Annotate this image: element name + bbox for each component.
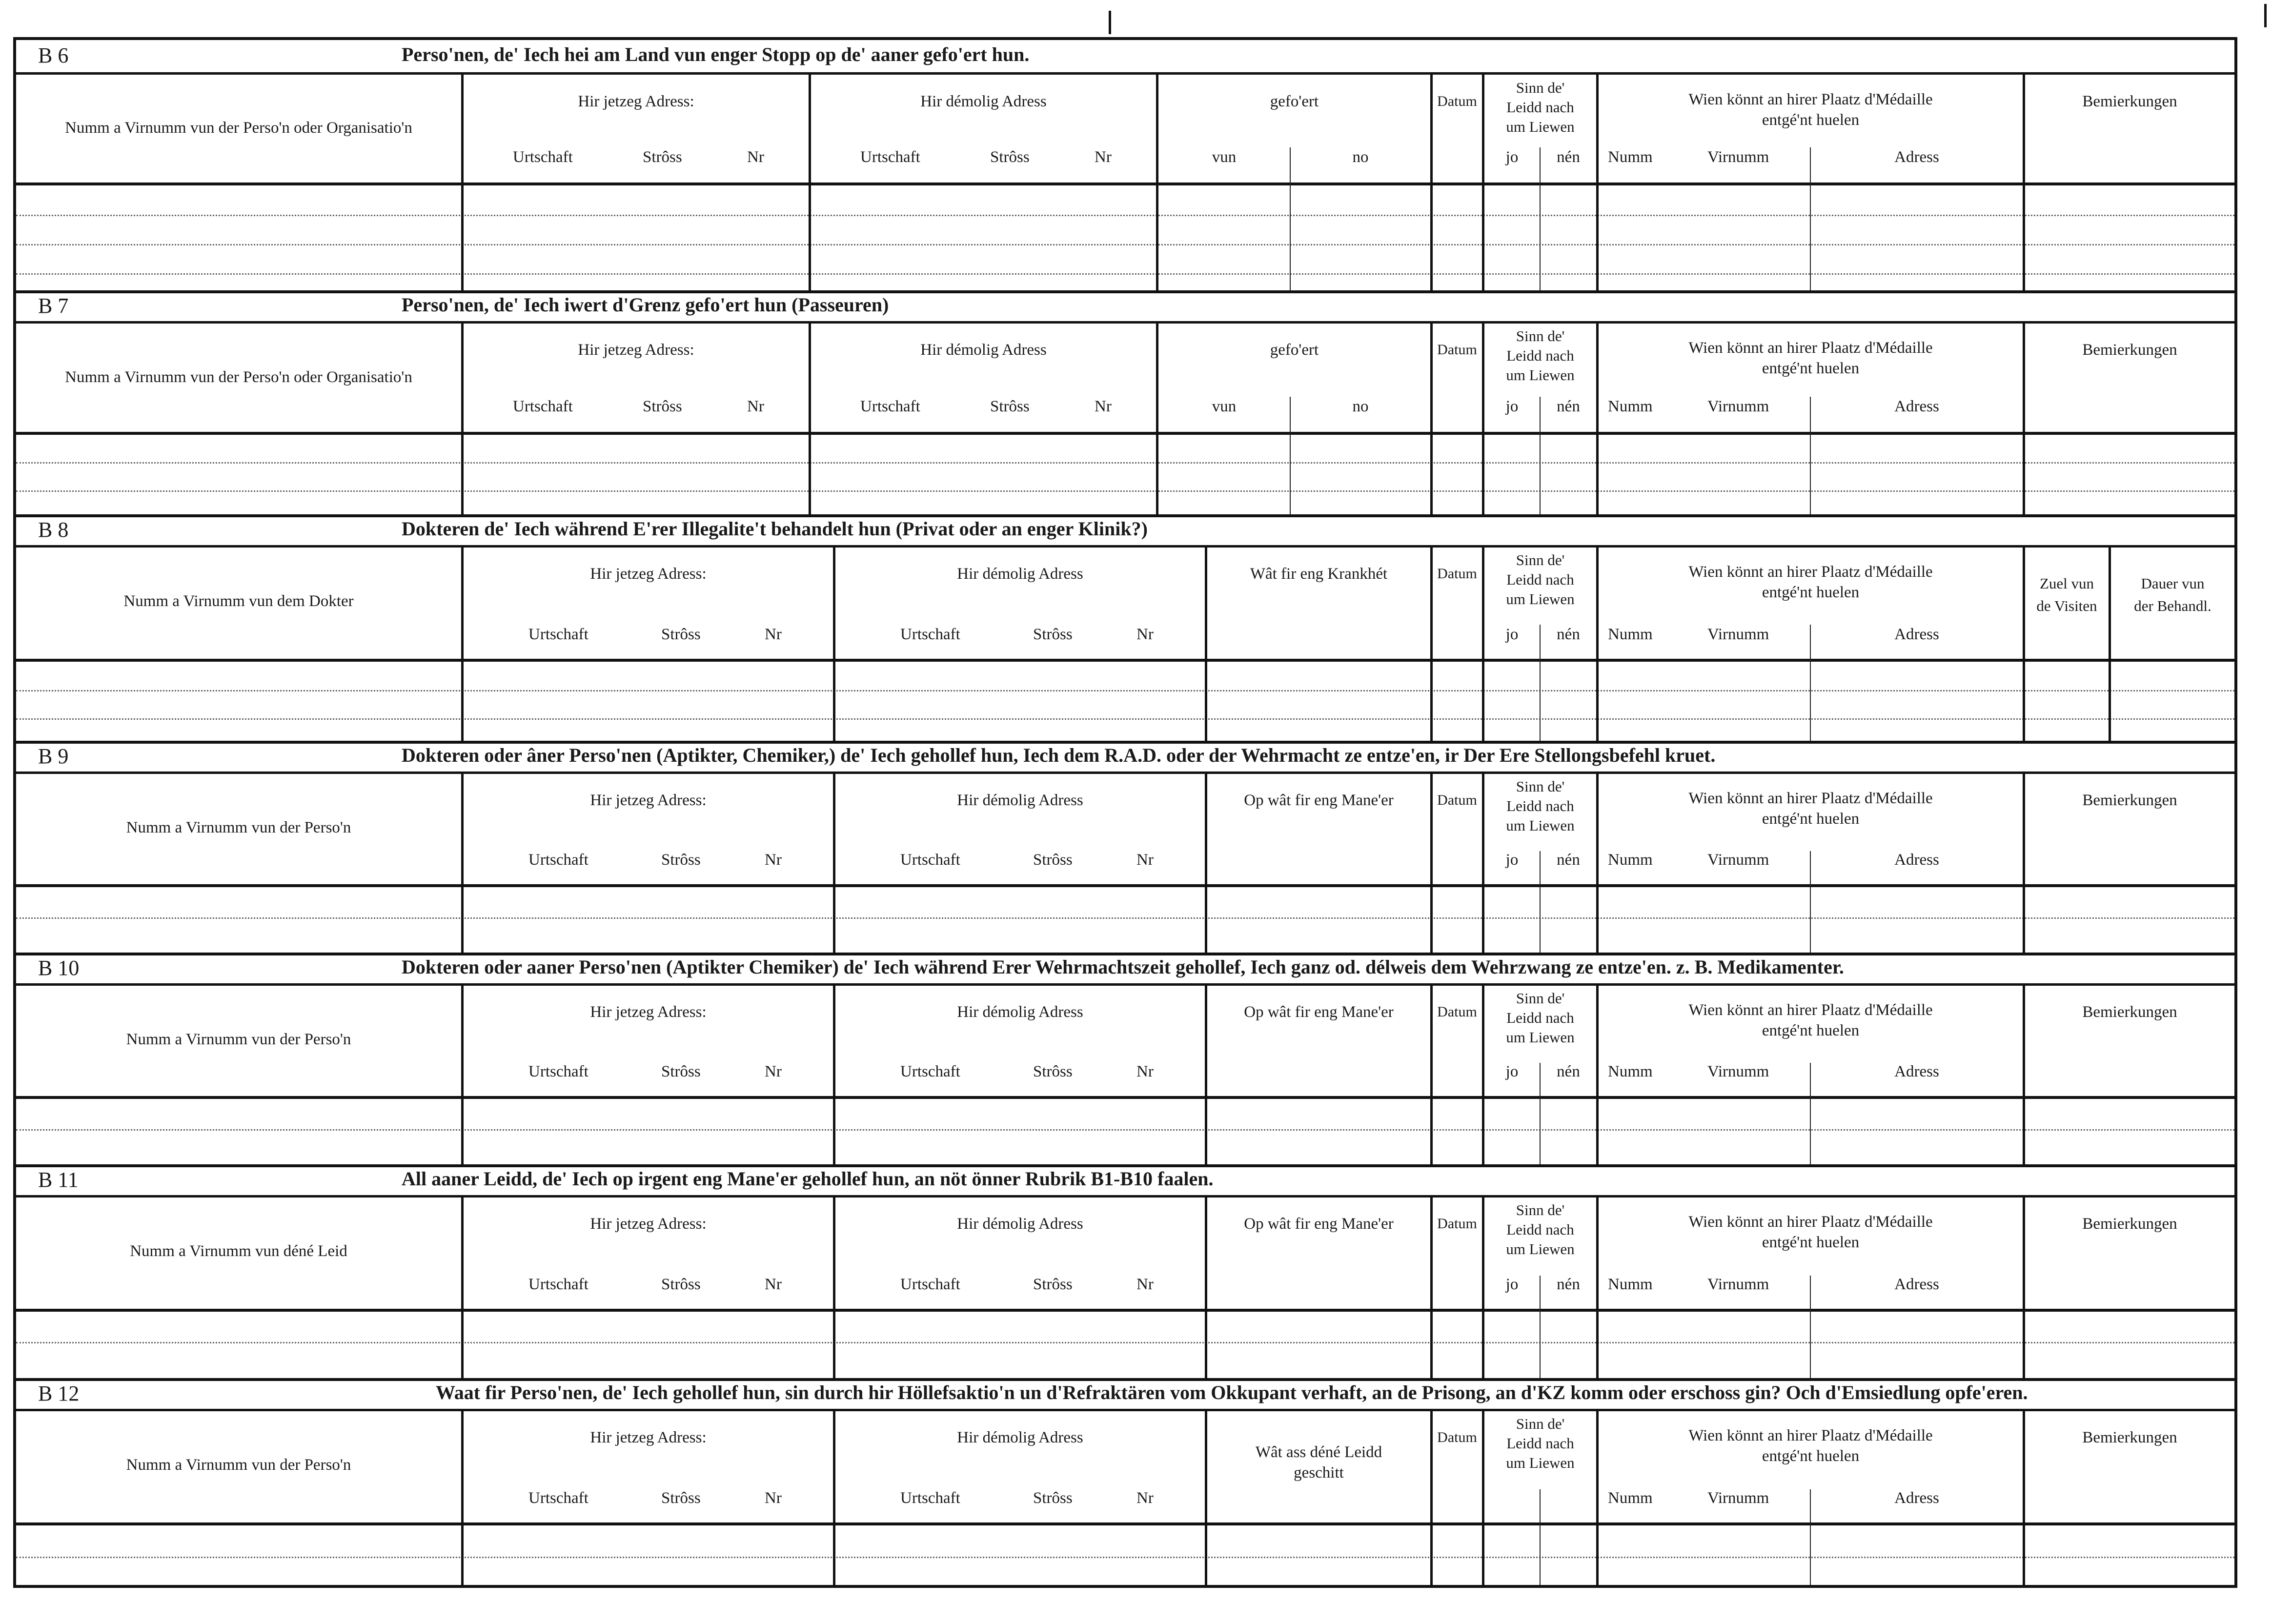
entry-line[interactable]	[16, 1129, 2234, 1131]
urtschaft-label: Urtschaft	[900, 1276, 960, 1293]
urtschaft-label: Urtschaft	[528, 1063, 588, 1080]
current-address-header: Hir jetzeg Adress:	[590, 1429, 707, 1446]
urtschaft-label: Urtschaft	[900, 1063, 960, 1080]
entry-line[interactable]	[16, 1557, 2234, 1558]
section-b10	[16, 953, 2234, 1164]
yes-label: jo	[1505, 148, 1519, 166]
col-divider-thin	[1540, 147, 1541, 290]
col-divider-thin	[1540, 1489, 1541, 1585]
no-label: nén	[1557, 148, 1580, 166]
nr-label: Nr	[1136, 1489, 1154, 1507]
urtschaft-label: Urtschaft	[528, 1276, 588, 1293]
risk-header-line3: um Liewen	[1506, 1240, 1575, 1258]
page-mark-right	[2264, 4, 2267, 27]
name-header: Numm a Virnumm vun der Perso'n oder Organisatio'n	[65, 368, 412, 386]
surname-label: Numm	[1608, 398, 1653, 415]
nr-label: Nr	[765, 626, 782, 643]
no-label: nén	[1557, 1063, 1580, 1080]
address-label: Adress	[1894, 1489, 1939, 1507]
to-label: no	[1352, 148, 1369, 166]
nr-label: Nr	[765, 1489, 782, 1507]
illness-header: Wât fir eng Krankhét	[1250, 565, 1388, 583]
manner-header: Op wât fir eng Mane'er	[1244, 792, 1394, 809]
yes-label: jo	[1505, 851, 1519, 869]
medal-header-line2: entgé'nt huelen	[1762, 360, 1860, 377]
remarks-header: Bemierkungen	[2082, 1003, 2177, 1021]
risk-header-line2: Leidd nach	[1506, 1009, 1574, 1026]
current-address-header: Hir jetzeg Adress:	[590, 565, 707, 583]
surname-label: Numm	[1608, 1489, 1653, 1507]
entry-line[interactable]	[16, 215, 2234, 216]
stross-label: Strôss	[990, 398, 1030, 415]
stross-label: Strôss	[643, 148, 682, 166]
urtschaft-label: Urtschaft	[860, 148, 920, 166]
section-number: B 6	[38, 43, 69, 67]
name-header: Numm a Virnumm vun der Perso'n	[126, 1456, 351, 1474]
risk-header-line3: um Liewen	[1506, 1029, 1575, 1046]
risk-header-line3: um Liewen	[1506, 590, 1575, 608]
section-title: Perso'nen, de' Iech hei am Land vun enger Stopp op de' aaner gefo'ert hun.	[402, 43, 1030, 65]
former-address-header: Hir démolig Adress	[957, 792, 1083, 809]
medal-header-line1: Wien könnt an hirer Plaatz d'Médaille	[1688, 339, 1933, 357]
medal-header-line2: entgé'nt huelen	[1762, 1447, 1860, 1465]
firstname-label: Virnumm	[1707, 148, 1769, 166]
risk-header-line1: Sinn de'	[1516, 990, 1565, 1007]
yes-label: jo	[1505, 626, 1519, 643]
no-label: nén	[1557, 851, 1580, 869]
entry-line[interactable]	[16, 1342, 2234, 1343]
urtschaft-label: Urtschaft	[528, 626, 588, 643]
risk-header-line2: Leidd nach	[1506, 1435, 1574, 1452]
firstname-label: Virnumm	[1707, 398, 1769, 415]
section-title: Waat fir Perso'nen, de' Iech gehollef hun, sin durch hir Höllefsaktio'n un d'Refraktären vom Okkupant verhaft, an de Prisong, an d'KZ komm oder erschoss gin? Och d'Emsiedlung opfe'eren.	[436, 1381, 2028, 1403]
section-b11	[16, 1164, 2234, 1378]
rule	[16, 321, 2234, 324]
fate-header-line1: Wât ass déné Leidd	[1255, 1443, 1382, 1461]
section-number: B 10	[38, 956, 80, 980]
section-header	[16, 741, 2234, 771]
rule	[16, 1522, 2234, 1525]
nr-label: Nr	[765, 851, 782, 869]
former-address-header: Hir démolig Adress	[920, 93, 1047, 110]
nr-label: Nr	[747, 398, 764, 415]
yes-label: jo	[1505, 1063, 1519, 1080]
firstname-label: Virnumm	[1707, 626, 1769, 643]
former-address-header: Hir démolig Adress	[957, 1215, 1083, 1233]
date-header: Datum	[1437, 566, 1477, 582]
remarks-header: Bemierkungen	[2082, 93, 2177, 110]
risk-header-line1: Sinn de'	[1516, 327, 1565, 345]
address-label: Adress	[1894, 398, 1939, 415]
stross-label: Strôss	[1033, 1489, 1073, 1507]
entry-line[interactable]	[16, 718, 2234, 720]
stross-label: Strôss	[1033, 1063, 1073, 1080]
firstname-label: Virnumm	[1707, 851, 1769, 869]
date-header: Datum	[1437, 342, 1477, 358]
former-address-header: Hir démolig Adress	[957, 1429, 1083, 1446]
firstname-label: Virnumm	[1707, 1276, 1769, 1293]
yes-label: jo	[1505, 398, 1519, 415]
section-b12	[16, 1378, 2234, 1585]
entry-line[interactable]	[16, 917, 2234, 919]
stross-label: Strôss	[1033, 626, 1073, 643]
nr-label: Nr	[765, 1063, 782, 1080]
section-number: B 12	[38, 1381, 80, 1405]
rule	[16, 1096, 2234, 1099]
current-address-header: Hir jetzeg Adress:	[590, 1215, 707, 1233]
firstname-label: Virnumm	[1707, 1063, 1769, 1080]
visits-header-line1: Zuel vun	[2039, 575, 2094, 592]
stross-label: Strôss	[990, 148, 1030, 166]
risk-header-line2: Leidd nach	[1506, 347, 1574, 364]
stross-label: Strôss	[643, 398, 682, 415]
from-label: vun	[1212, 148, 1237, 166]
rule	[16, 183, 2234, 185]
risk-header-line2: Leidd nach	[1506, 99, 1574, 116]
date-header: Datum	[1437, 792, 1477, 808]
former-address-header: Hir démolig Adress	[957, 565, 1083, 583]
duration-header-line2: der Behandl.	[2134, 597, 2211, 614]
urtschaft-label: Urtschaft	[900, 851, 960, 869]
urtschaft-label: Urtschaft	[528, 1489, 588, 1507]
surname-label: Numm	[1608, 1063, 1653, 1080]
section-header	[16, 40, 2234, 71]
stross-label: Strôss	[661, 851, 701, 869]
entry-line[interactable]	[16, 273, 2234, 275]
stross-label: Strôss	[661, 1276, 701, 1293]
section-title: Dokteren de' Iech während E'rer Illegalite't behandelt hun (Privat oder an enger Klinik?)	[402, 518, 1148, 540]
urtschaft-label: Urtschaft	[513, 148, 573, 166]
former-address-header: Hir démolig Adress	[957, 1003, 1083, 1021]
rule	[16, 432, 2234, 435]
current-address-header: Hir jetzeg Adress:	[590, 1003, 707, 1021]
nr-label: Nr	[1136, 851, 1154, 869]
entry-line[interactable]	[16, 490, 2234, 492]
urtschaft-label: Urtschaft	[528, 851, 588, 869]
nr-label: Nr	[747, 148, 764, 166]
medal-header-line1: Wien könnt an hirer Plaatz d'Médaille	[1688, 790, 1933, 807]
address-label: Adress	[1894, 851, 1939, 869]
section-header	[16, 1164, 2234, 1195]
medal-header-line1: Wien könnt an hirer Plaatz d'Médaille	[1688, 1001, 1933, 1019]
section-number: B 9	[38, 744, 69, 768]
risk-header-line2: Leidd nach	[1506, 571, 1574, 588]
nr-label: Nr	[1136, 1063, 1154, 1080]
current-address-header: Hir jetzeg Adress:	[578, 93, 694, 110]
name-header: Numm a Virnumm vun déné Leid	[130, 1242, 347, 1260]
stross-label: Strôss	[661, 1489, 701, 1507]
stross-label: Strôss	[1033, 1276, 1073, 1293]
rule	[16, 659, 2234, 662]
stross-label: Strôss	[661, 626, 701, 643]
rule	[16, 1309, 2234, 1312]
section-header	[16, 514, 2234, 545]
risk-header-line1: Sinn de'	[1516, 79, 1565, 96]
rule	[16, 72, 2234, 75]
surname-label: Numm	[1608, 148, 1653, 166]
surname-label: Numm	[1608, 1276, 1653, 1293]
urtschaft-label: Urtschaft	[900, 1489, 960, 1507]
rule	[16, 545, 2234, 548]
date-header: Datum	[1437, 1429, 1477, 1445]
section-title: Dokteren oder âner Perso'nen (Aptikter, Chemiker,) de' Iech gehollef hun, Iech dem R.A.D. oder der Wehrmacht ze entze'en, ir Der Ere Stellongsbefehl kruet.	[402, 744, 1716, 766]
current-address-header: Hir jetzeg Adress:	[590, 792, 707, 809]
section-b6	[16, 40, 2234, 290]
nr-label: Nr	[765, 1276, 782, 1293]
remarks-header: Bemierkungen	[2082, 1429, 2177, 1446]
stross-label: Strôss	[661, 1063, 701, 1080]
risk-header-line1: Sinn de'	[1516, 778, 1565, 795]
medal-header-line2: entgé'nt huelen	[1762, 584, 1860, 601]
nr-label: Nr	[1136, 1276, 1154, 1293]
surname-label: Numm	[1608, 626, 1653, 643]
rule	[16, 771, 2234, 774]
section-number: B 7	[38, 294, 69, 318]
section-b9	[16, 741, 2234, 953]
medal-header-line2: entgé'nt huelen	[1762, 1022, 1860, 1039]
risk-header-line3: um Liewen	[1506, 118, 1575, 135]
stross-label: Strôss	[1033, 851, 1073, 869]
duration-header-line1: Dauer vun	[2141, 575, 2205, 592]
section-header	[16, 953, 2234, 983]
section-title: Perso'nen, de' Iech iwert d'Grenz gefo'ert hun (Passeuren)	[402, 294, 889, 316]
risk-header-line1: Sinn de'	[1516, 551, 1565, 568]
medal-header-line2: entgé'nt huelen	[1762, 1234, 1860, 1251]
section-b8	[16, 514, 2234, 741]
fate-header-line2: geschitt	[1294, 1464, 1344, 1482]
date-header: Datum	[1437, 1216, 1477, 1232]
remarks-header: Bemierkungen	[2082, 341, 2177, 359]
page-mark-top	[1109, 11, 1111, 34]
medal-header-line1: Wien könnt an hirer Plaatz d'Médaille	[1688, 563, 1933, 581]
date-header: Datum	[1437, 1004, 1477, 1020]
name-header: Numm a Virnumm vun dem Dokter	[123, 592, 354, 610]
manner-header: Op wât fir eng Mane'er	[1244, 1003, 1394, 1021]
entry-line[interactable]	[16, 244, 2234, 245]
col-divider	[1205, 1409, 1207, 1585]
from-label: vun	[1212, 398, 1237, 415]
name-header: Numm a Virnumm vun der Perso'n	[126, 819, 351, 836]
section-header	[16, 1378, 2234, 1409]
surname-label: Numm	[1608, 851, 1653, 869]
entry-line[interactable]	[16, 462, 2234, 464]
guided-header: gefo'ert	[1270, 93, 1319, 110]
form-frame	[13, 37, 2237, 1588]
rule	[16, 1195, 2234, 1198]
guided-header: gefo'ert	[1270, 341, 1319, 359]
address-label: Adress	[1894, 626, 1939, 643]
medal-header-line2: entgé'nt huelen	[1762, 111, 1860, 129]
section-title: All aaner Leidd, de' Iech op irgent eng Mane'er gehollef hun, an nöt önner Rubrik B1-B10 faalen.	[402, 1168, 1214, 1190]
risk-header-line2: Leidd nach	[1506, 1221, 1574, 1238]
risk-header-line3: um Liewen	[1506, 366, 1575, 384]
rule	[16, 983, 2234, 986]
entry-line[interactable]	[16, 690, 2234, 691]
col-divider-thin	[1290, 147, 1291, 290]
rule	[16, 1409, 2234, 1411]
nr-label: Nr	[1136, 626, 1154, 643]
section-b7	[16, 290, 2234, 514]
no-label: nén	[1557, 626, 1580, 643]
risk-header-line1: Sinn de'	[1516, 1415, 1565, 1432]
medal-header-line1: Wien könnt an hirer Plaatz d'Médaille	[1688, 1213, 1933, 1231]
no-label: nén	[1557, 398, 1580, 415]
no-label: nén	[1557, 1276, 1580, 1293]
manner-header: Op wât fir eng Mane'er	[1244, 1215, 1394, 1233]
date-header: Datum	[1437, 93, 1477, 109]
firstname-label: Virnumm	[1707, 1489, 1769, 1507]
yes-label: jo	[1505, 1276, 1519, 1293]
risk-header-line3: um Liewen	[1506, 817, 1575, 834]
urtschaft-label: Urtschaft	[900, 626, 960, 643]
nr-label: Nr	[1095, 398, 1112, 415]
risk-header-line3: um Liewen	[1506, 1454, 1575, 1471]
rule	[16, 884, 2234, 887]
urtschaft-label: Urtschaft	[860, 398, 920, 415]
section-number: B 11	[38, 1168, 79, 1192]
col-divider-thin	[1810, 147, 1811, 290]
address-label: Adress	[1894, 1063, 1939, 1080]
risk-header-line2: Leidd nach	[1506, 797, 1574, 814]
medal-header-line1: Wien könnt an hirer Plaatz d'Médaille	[1688, 91, 1933, 108]
address-label: Adress	[1894, 148, 1939, 166]
nr-label: Nr	[1095, 148, 1112, 166]
address-label: Adress	[1894, 1276, 1939, 1293]
current-address-header: Hir jetzeg Adress:	[578, 341, 694, 359]
risk-header-line1: Sinn de'	[1516, 1201, 1565, 1218]
remarks-header: Bemierkungen	[2082, 1215, 2177, 1233]
urtschaft-label: Urtschaft	[513, 398, 573, 415]
to-label: no	[1352, 398, 1369, 415]
medal-header-line1: Wien könnt an hirer Plaatz d'Médaille	[1688, 1427, 1933, 1444]
name-header: Numm a Virnumm vun der Perso'n	[126, 1031, 351, 1048]
medal-header-line2: entgé'nt huelen	[1762, 810, 1860, 828]
name-header: Numm a Virnumm vun der Perso'n oder Organisatio'n	[65, 119, 412, 137]
remarks-header: Bemierkungen	[2082, 792, 2177, 809]
visits-header-line2: de Visiten	[2036, 597, 2097, 614]
section-number: B 8	[38, 518, 69, 542]
section-header	[16, 290, 2234, 321]
former-address-header: Hir démolig Adress	[920, 341, 1047, 359]
section-title: Dokteren oder aaner Perso'nen (Aptikter Chemiker) de' Iech während Erer Wehrmachtszeit gehollef, Iech ganz od. délweis dem Wehrzwang ze entze'en. z. B. Medikamenter.	[402, 956, 1844, 978]
